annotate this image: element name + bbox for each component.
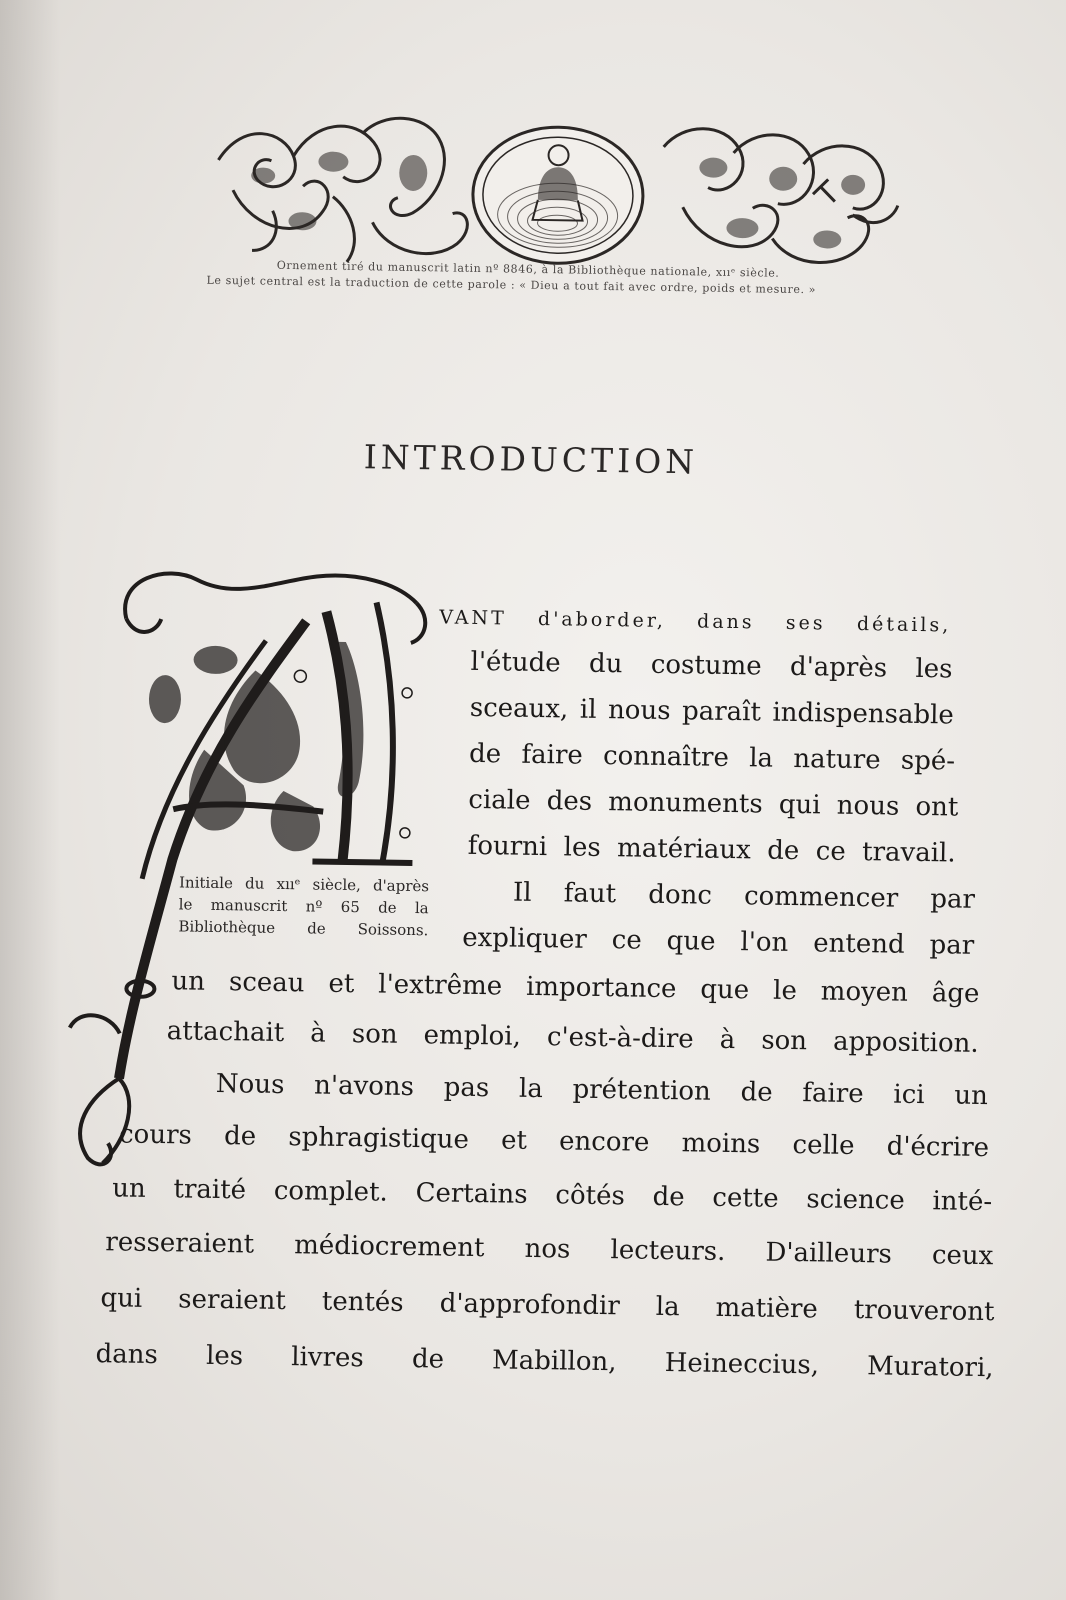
body-line-4: de faire connaître la nature spé- [468,738,956,777]
body-line-1-text: VANT d'aborder, dans ses détails, [439,606,952,637]
body-line-15: qui seraient tentés d'approfondir la matière trouveront [100,1283,995,1328]
body-line-6: fourni les matériaux de ce travail. [467,830,956,869]
initial-caption-line1: Initiale du xııᵉ siècle, d'après [178,873,430,896]
body-line-13: un traité complet. Certains côtés de cette science inté- [112,1173,993,1218]
ornament-caption-line2: Le sujet central est la traduction de cette parole : « Dieu a tout fait avec ordre, poids et mesure. » [206,273,817,297]
ornament-caption-line1: Ornement tiré du manuscrit latin nº 8846, à la Bibliothèque nationale, xııᵉ siècle. [276,258,780,280]
body-line-14: resseraient médiocrement nos lecteurs. D'ailleurs ceux [105,1227,994,1272]
initial-caption-line2: le manuscrit nº 65 de la [178,895,429,918]
body-line-8: expliquer ce que l'on entend par [462,922,975,961]
body-line-9: un sceau et l'extrême importance que le moyen âge [171,966,980,1009]
initial-caption-line3: Bibliothèque de Soissons. [178,917,429,940]
body-line-7: Il faut donc commencer par [512,877,976,915]
initial-caption [178,871,429,941]
body-line-3: sceaux, il nous paraît indispensable [469,692,955,731]
page-title: INTRODUCTION [363,437,699,482]
body-line-11: Nous n'avons pas la prétention de faire ici un [215,1068,989,1112]
body-line-10: attachait à son emploi, c'est-à-dire à son apposition. [166,1016,979,1059]
body-line-12: cours de sphragistique et encore moins celle d'écrire [118,1119,990,1164]
body-line-2: l'étude du costume d'après les [470,646,953,685]
body-line-16: dans les livres de Mabillon, Heineccius, Muratori, [95,1339,994,1384]
body-line-1 [439,600,951,638]
body-line-5: ciale des monuments qui nous ont [468,784,959,823]
